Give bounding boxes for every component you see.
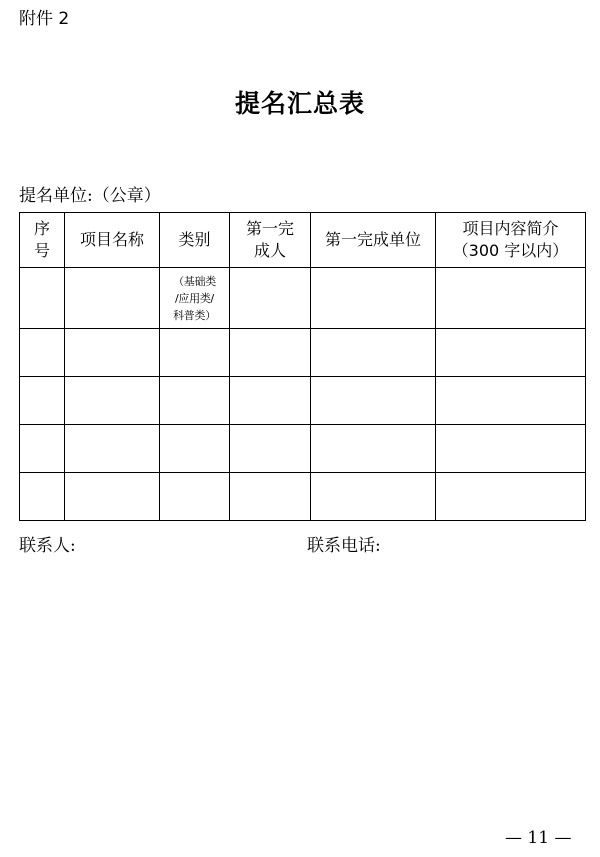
attachment-label: 附件 2	[19, 9, 70, 29]
table-cell[interactable]	[20, 377, 65, 425]
table-cell[interactable]	[160, 425, 230, 473]
table-cell[interactable]	[230, 268, 311, 329]
page-number: — 11 —	[505, 828, 572, 848]
table-cell[interactable]	[20, 329, 65, 377]
table-cell[interactable]	[311, 473, 436, 521]
table-row	[20, 329, 586, 377]
contact-person-label: 联系人:	[19, 536, 76, 556]
table-cell[interactable]	[436, 425, 586, 473]
document-title: 提名汇总表	[234, 89, 365, 118]
table-cell[interactable]	[20, 473, 65, 521]
category-hint: （基础类 /应用类/ 科普类）	[173, 274, 216, 322]
header-project-name: 项目名称	[65, 213, 160, 268]
table-cell[interactable]	[160, 473, 230, 521]
header-category: 类别	[160, 213, 230, 268]
contact-phone-label: 联系电话:	[307, 536, 381, 556]
table-cell[interactable]	[65, 473, 160, 521]
table-cell[interactable]	[436, 268, 586, 329]
table-row	[20, 425, 586, 473]
nominating-unit-label: 提名单位:（公章）	[19, 186, 161, 206]
table-cell[interactable]	[65, 329, 160, 377]
table-cell[interactable]	[311, 268, 436, 329]
table-cell[interactable]	[160, 329, 230, 377]
table-cell[interactable]	[311, 329, 436, 377]
table-row	[20, 377, 586, 425]
table-cell[interactable]	[160, 377, 230, 425]
header-first-contributor: 第一完 成人	[230, 213, 311, 268]
table-cell[interactable]	[230, 377, 311, 425]
table-cell[interactable]	[436, 329, 586, 377]
table-cell[interactable]	[230, 425, 311, 473]
table-cell[interactable]	[20, 268, 65, 329]
summary-table	[19, 212, 586, 521]
table-cell[interactable]	[230, 329, 311, 377]
table-cell[interactable]	[436, 473, 586, 521]
table-row	[20, 473, 586, 521]
table-header-row	[20, 213, 586, 268]
header-first-unit: 第一完成单位	[311, 213, 436, 268]
table-cell-category[interactable]	[160, 268, 230, 329]
table-cell[interactable]	[230, 473, 311, 521]
table-cell[interactable]	[311, 377, 436, 425]
table-cell[interactable]	[20, 425, 65, 473]
table-cell[interactable]	[65, 377, 160, 425]
table-cell[interactable]	[65, 268, 160, 329]
table-row	[20, 268, 586, 329]
header-project-summary: 项目内容简介 （300 字以内）	[436, 213, 586, 268]
table-cell[interactable]	[311, 425, 436, 473]
header-index: 序 号	[20, 213, 65, 268]
table-cell[interactable]	[65, 425, 160, 473]
table-cell[interactable]	[436, 377, 586, 425]
